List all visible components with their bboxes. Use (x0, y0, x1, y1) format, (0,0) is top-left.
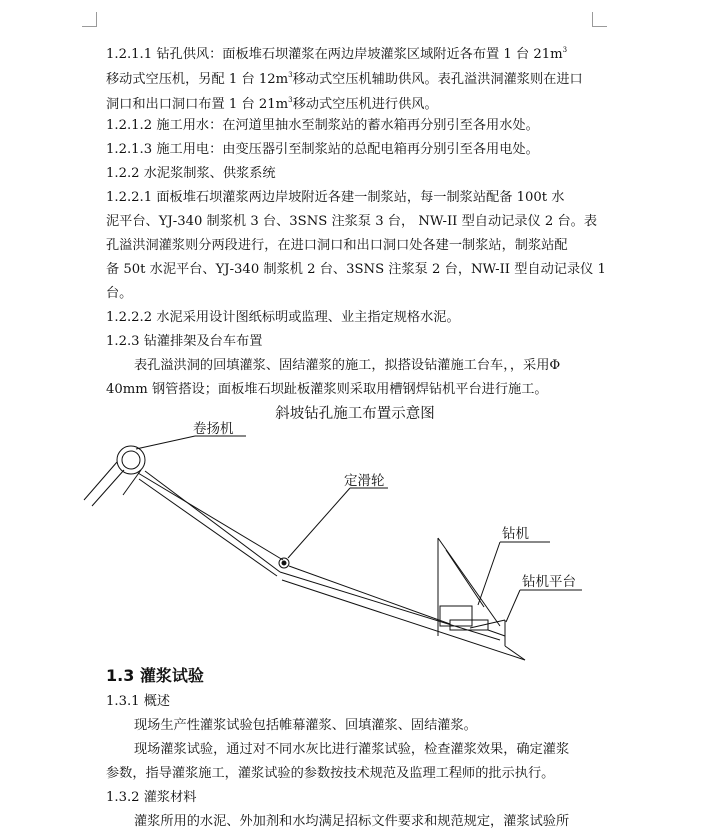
slope-drilling-diagram (0, 420, 710, 670)
section-heading: 1.2.2 水泥浆制浆、供浆系统 (106, 166, 276, 181)
paragraph-line: 现场生产性灌浆试验包括帷幕灌浆、回填灌浆、固结灌浆。 (134, 718, 477, 733)
paragraph-line: 泥平台、YJ-340 制浆机 3 台、3SNS 注浆泵 3 台， NW-II 型自动记录仪 2 台。表 (106, 214, 598, 229)
winch-cable (138, 473, 283, 560)
subsection-heading: 1.3.2 灌浆材料 (106, 790, 197, 805)
paragraph-line: 灌浆所用的水泥、外加剂和水均满足招标文件要求和规范规定，灌浆试验所 (134, 814, 570, 829)
subsection-heading: 1.3.1 概述 (106, 694, 171, 709)
paragraph-line: 1.2.1.1 钻孔供风：面板堆石坝灌浆在两边岸坡灌浆区域附近各布置 1 台 $21m^3$ (106, 46, 568, 62)
heading-1-3: 1.3 灌浆试验 (106, 666, 204, 685)
label-pulley: 定滑轮 (344, 473, 385, 489)
paragraph-line: 备 50t 水泥平台、YJ-340 制浆机 2 台、3SNS 注浆泵 2 台，NW-II 型自动记录仪 1 (106, 262, 606, 277)
paragraph-line: 表孔溢洪洞的回填灌浆、固结灌浆的施工，拟搭设钻灌施工台车，，采用Φ (134, 358, 561, 373)
winch-drum (117, 446, 145, 474)
margin-corner-mark (592, 12, 607, 27)
paragraph-line: 现场灌浆试验，通过对不同水灰比进行灌浆试验，检查灌浆效果，确定灌浆 (134, 742, 570, 757)
paragraph-line: 移动式空压机，另配 1 台 $12m^3$移动式空压机辅助供风。表孔溢洪洞灌浆则在进口 (106, 71, 583, 87)
section-heading: 1.2.3 钻灌排架及台车布置 (106, 334, 263, 349)
paragraph-line: 参数，指导灌浆施工，灌浆试验的参数按技术规范及监理工程师的批示执行。 (106, 766, 555, 781)
paragraph-line: 40mm 钢管搭设；面板堆石坝趾板灌浆则采取用槽钢焊钻机平台进行施工。 (106, 382, 548, 397)
figure-title: 斜坡钻孔施工布置示意图 (275, 406, 435, 422)
margin-corner-mark (82, 12, 97, 27)
paragraph-line: 1.2.1.3 施工用电：由变压器引至制浆站的总配电箱再分别引至各用电处。 (106, 142, 539, 157)
label-drill-platform: 钻机平台 (522, 574, 576, 590)
paragraph-line: 台。 (106, 286, 133, 301)
paragraph-line: 1.2.1.2 施工用水：在河道里抽水至制浆站的蓄水箱再分别引至各用水处。 (106, 118, 539, 133)
paragraph-line: 1.2.2.1 面板堆石坝灌浆两边岸坡附近各建一制浆站，每一制浆站配备 100t 水 (106, 190, 565, 205)
paragraph-line: 洞口和出口洞口布置 1 台 $21m^3$移动式空压机进行供风。 (106, 96, 438, 112)
paragraph-line: 1.2.2.2 水泥采用设计图纸标明或监理、业主指定规格水泥。 (106, 310, 460, 325)
label-winch: 卷扬机 (193, 421, 234, 437)
label-drill: 钻机 (502, 526, 529, 542)
paragraph-line: 孔溢洪洞灌浆则分两段进行，在进口洞口和出口洞口处各建一制浆站，制浆站配 (106, 238, 568, 253)
